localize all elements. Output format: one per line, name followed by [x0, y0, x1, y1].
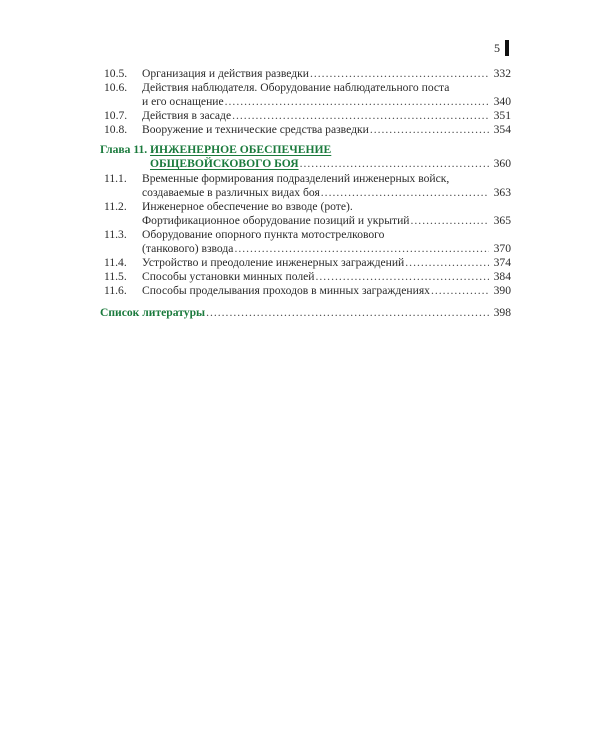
section-number: 11.5. — [104, 270, 127, 283]
section-number: 10.6. — [104, 81, 128, 94]
chapter-title-line: ОБЩЕВОЙСКОВОГО БОЯ ..... — [150, 157, 489, 171]
leader-dots — [321, 186, 489, 200]
page-ref: 384 — [493, 270, 511, 283]
section-number: 11.3. — [104, 228, 127, 241]
leader-dots — [310, 67, 489, 81]
leader-dots — [370, 123, 489, 137]
page-ref: 360 — [493, 157, 511, 170]
leader-dots — [411, 214, 490, 228]
page-edge-bar — [505, 40, 509, 56]
leader-dots — [300, 157, 489, 171]
page-ref: 363 — [493, 186, 511, 199]
page-ref: 390 — [493, 284, 511, 297]
section-title-line: Действия наблюдателя. Оборудование наблюдательного поста — [142, 81, 450, 94]
chapter-label: Глава 11. — [100, 143, 148, 156]
page-ref: 365 — [493, 214, 511, 227]
section-title-line: Способы проделывания проходов в минных заграждениях ..... — [142, 284, 489, 298]
leader-dots — [225, 95, 489, 109]
literature-title-line: Список литературы ..... — [100, 306, 489, 320]
section-title-line: Фортификационное оборудование позиций и укрытий ..... — [142, 214, 489, 228]
section-title-line: Инженерное обеспечение во взводе (роте). — [142, 200, 353, 213]
section-title-line: Устройство и преодоление инженерных заграждений ..... — [142, 256, 489, 270]
leader-dots — [234, 242, 489, 256]
section-number: 10.5. — [104, 67, 128, 80]
section-title-line: Вооружение и технические средства разведки ..... — [142, 123, 489, 137]
section-number: 11.1. — [104, 172, 127, 185]
leader-dots — [315, 270, 489, 284]
section-number: 10.8. — [104, 123, 128, 136]
chapter-title-line: ИНЖЕНЕРНОЕ ОБЕСПЕЧЕНИЕ — [150, 143, 332, 156]
section-title-line: Организация и действия разведки ..... — [142, 67, 489, 81]
section-title-line: Действия в засаде ..... — [142, 109, 489, 123]
page-number: 5 — [494, 40, 500, 55]
page-ref: 332 — [493, 67, 511, 80]
section-title-line: (танкового) взвода ..... — [142, 242, 489, 256]
section-title-line: Временные формирования подразделений инженерных войск, — [142, 172, 450, 185]
section-title-line: Оборудование опорного пункта мотострелкового — [142, 228, 385, 241]
page-ref: 351 — [493, 109, 511, 122]
page-ref: 354 — [493, 123, 511, 136]
leader-dots — [232, 109, 489, 123]
page-ref: 340 — [493, 95, 511, 108]
page-number-block — [494, 40, 509, 56]
section-title-line: Способы установки минных полей ..... — [142, 270, 489, 284]
page-ref: 370 — [493, 242, 511, 255]
section-title-line: и его оснащение ..... — [142, 95, 489, 109]
section-number: 11.6. — [104, 284, 127, 297]
section-number: 11.2. — [104, 200, 127, 213]
section-number: 11.4. — [104, 256, 127, 269]
page-ref: 398 — [493, 306, 511, 319]
section-title-line: создаваемые в различных видах боя ..... — [142, 186, 489, 200]
section-number: 10.7. — [104, 109, 128, 122]
leader-dots — [206, 306, 489, 320]
leader-dots — [405, 256, 489, 270]
page-ref: 374 — [493, 256, 511, 269]
leader-dots — [431, 284, 489, 298]
